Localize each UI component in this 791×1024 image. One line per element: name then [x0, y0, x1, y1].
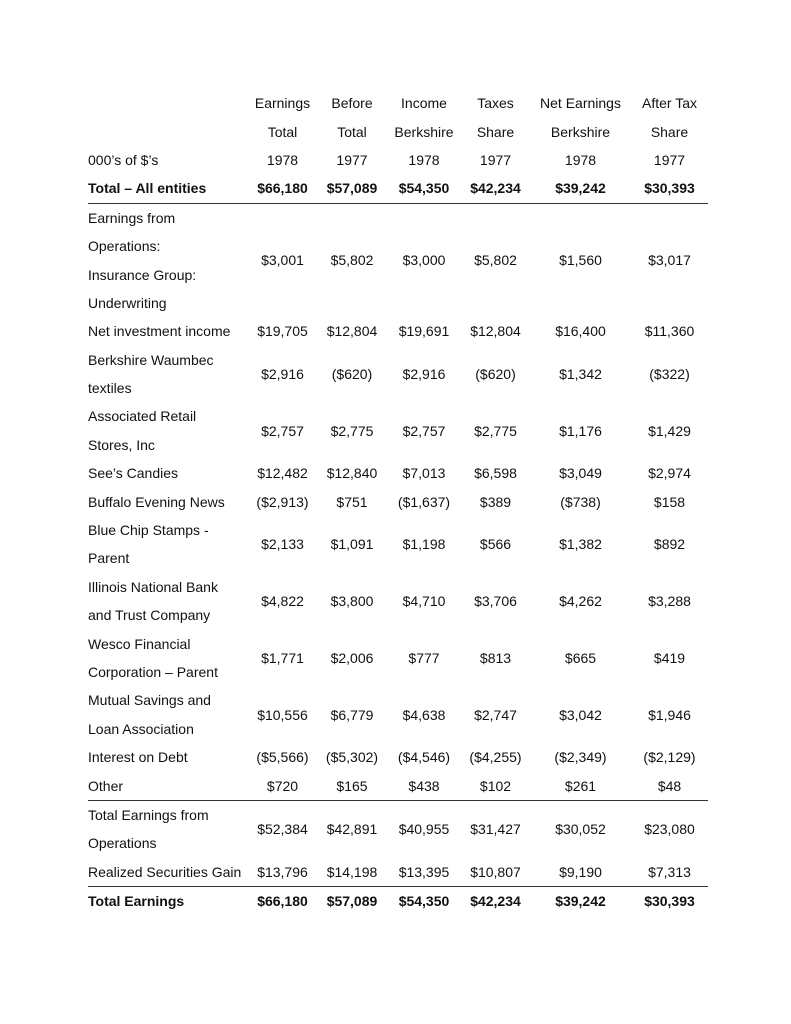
- row-label: Wesco Financial: [88, 635, 191, 652]
- value-cell: $419: [653, 649, 686, 666]
- table-row-line-1: [88, 686, 708, 714]
- value-cell: $52,384: [248, 800, 317, 857]
- year-cell: 1978: [266, 151, 299, 168]
- value-cell: $2,916: [261, 365, 304, 382]
- value-cell: ($2,129): [643, 749, 696, 766]
- row-label: Mutual Savings and: [88, 692, 211, 709]
- value-cell: $19,705: [257, 323, 308, 340]
- header-row-years: [88, 146, 708, 174]
- total-all-entities-label: Total – All entities: [88, 180, 207, 197]
- year-cell: 1977: [336, 151, 368, 168]
- header-cell: Total: [267, 123, 298, 140]
- table-row: [88, 743, 708, 771]
- header-blank-2: [88, 117, 248, 145]
- year-cell: 1978: [408, 151, 440, 168]
- value-cell: $261: [564, 777, 597, 794]
- header-cell: Taxes: [477, 95, 514, 112]
- header-cell: Before: [331, 95, 373, 112]
- value-cell: $1,946: [648, 706, 691, 723]
- value-cell: $9,190: [559, 863, 602, 880]
- value-cell: ($738): [560, 493, 601, 510]
- table-row-line-1: [88, 629, 708, 657]
- total-all-entities-value: $39,242: [555, 180, 606, 197]
- row-label: Parent: [88, 550, 130, 567]
- value-cell: $10,807: [470, 863, 521, 880]
- value-cell: $2,775: [330, 422, 374, 439]
- value-cell: $4,262: [559, 593, 602, 610]
- table-row-line-1: [88, 346, 708, 374]
- value-cell: $2,006: [330, 649, 374, 666]
- row-label: Insurance Group:: [88, 266, 197, 283]
- value-cell: $14,198: [326, 863, 378, 880]
- value-cell: $1,176: [559, 422, 602, 439]
- unit-label: 000’s of $’s: [88, 151, 159, 168]
- value-cell: $892: [653, 536, 686, 553]
- header-row-2: [88, 117, 708, 145]
- value-cell: $12,482: [257, 465, 308, 482]
- header-cell: Share: [650, 123, 689, 140]
- header-cell: Net Earnings: [540, 95, 621, 112]
- row-label: Operations: [88, 835, 157, 852]
- value-cell: $23,080: [631, 800, 708, 857]
- table-row: [88, 487, 708, 515]
- value-cell: ($2,349): [554, 749, 607, 766]
- value-cell: $4,710: [402, 593, 446, 610]
- value-cell: $7,313: [648, 863, 691, 880]
- row-label: and Trust Company: [88, 607, 211, 624]
- header-cell: Share: [476, 123, 515, 140]
- row-label: Earnings from: [88, 203, 248, 232]
- value-cell: $5,802: [317, 203, 387, 317]
- row-label: Corporation – Parent: [88, 664, 218, 680]
- header-row-1: [88, 89, 708, 117]
- value-cell: $4,822: [261, 593, 304, 610]
- value-cell: $566: [479, 536, 512, 553]
- table-row-line-1: [88, 402, 708, 430]
- value-cell: $6,779: [330, 706, 374, 723]
- row-label: Associated Retail: [88, 408, 197, 425]
- realized-securities-gain-row: [88, 858, 708, 887]
- row-label: Realized Securities Gain: [88, 863, 242, 880]
- value-cell: $1,198: [402, 536, 446, 553]
- value-cell: $665: [564, 649, 597, 666]
- value-cell: $3,800: [330, 593, 374, 610]
- row-label: Illinois National Bank: [88, 578, 218, 595]
- value-cell: $720: [266, 777, 299, 794]
- value-cell: $2,757: [402, 422, 446, 439]
- total-all-entities-value: $57,089: [326, 180, 378, 197]
- value-cell: $389: [479, 493, 512, 510]
- value-cell: $16,400: [555, 323, 606, 340]
- table-row: [88, 317, 708, 345]
- row-label: textiles: [88, 380, 132, 397]
- table-row: [88, 771, 708, 800]
- header-cell: Total: [337, 123, 367, 140]
- value-cell: $3,288: [648, 593, 691, 610]
- value-cell: $42,891: [317, 800, 387, 857]
- value-cell: $165: [336, 777, 368, 794]
- value-cell: $13,796: [257, 863, 308, 880]
- table-row: [88, 459, 708, 487]
- value-cell: $3,001: [248, 203, 317, 317]
- value-cell: ($5,566): [256, 749, 309, 766]
- row-label: Stores, Inc: [88, 436, 155, 453]
- total-all-entities-value: $30,393: [644, 180, 695, 197]
- year-cell: 1978: [564, 151, 597, 168]
- total-earnings-operations-row-line-1: [88, 800, 708, 829]
- value-cell: $54,350: [387, 886, 461, 915]
- value-cell: $438: [408, 777, 440, 794]
- value-cell: $1,771: [261, 649, 304, 666]
- earnings-table: [88, 89, 708, 915]
- header-blank-1: [88, 89, 248, 117]
- row-label: Operations:: [88, 238, 161, 255]
- value-cell: ($620): [331, 365, 373, 382]
- value-cell: $777: [408, 649, 440, 666]
- total-all-entities-row: [88, 174, 708, 203]
- row-label: Net investment income: [88, 323, 231, 340]
- value-cell: ($4,546): [397, 749, 451, 766]
- row-label: Buffalo Evening News: [88, 493, 225, 510]
- earnings-table-body: [88, 89, 708, 915]
- value-cell: $3,706: [474, 593, 517, 610]
- value-cell: $10,556: [257, 706, 308, 723]
- value-cell: $19,691: [398, 323, 450, 340]
- value-cell: ($2,913): [256, 493, 309, 510]
- value-cell: $12,804: [326, 323, 378, 340]
- value-cell: $3,017: [631, 203, 708, 317]
- value-cell: $2,747: [474, 706, 517, 723]
- value-cell: $158: [653, 493, 686, 510]
- value-cell: ($322): [649, 365, 690, 382]
- total-all-entities-value: $42,234: [470, 180, 521, 197]
- total-all-entities-value: $54,350: [398, 180, 450, 197]
- value-cell: $66,180: [248, 886, 317, 915]
- row-label: Total Earnings from: [88, 800, 248, 829]
- value-cell: $5,802: [461, 203, 530, 317]
- value-cell: $39,242: [530, 886, 631, 915]
- value-cell: $751: [336, 493, 368, 510]
- value-cell: $2,757: [261, 422, 304, 439]
- value-cell: $13,395: [398, 863, 450, 880]
- value-cell: $4,638: [402, 706, 446, 723]
- year-cell: 1977: [653, 151, 686, 168]
- value-cell: $30,052: [530, 800, 631, 857]
- table-row-line-1: [88, 203, 708, 232]
- value-cell: ($1,637): [397, 493, 451, 510]
- value-cell: $2,974: [648, 465, 691, 482]
- row-label: Interest on Debt: [88, 749, 188, 766]
- row-label: See’s Candies: [88, 465, 179, 482]
- header-cell: Earnings: [254, 95, 311, 112]
- total-earnings-row: [88, 886, 708, 915]
- value-cell: $1,560: [530, 203, 631, 317]
- value-cell: $57,089: [317, 886, 387, 915]
- row-label: Berkshire Waumbec: [88, 351, 214, 368]
- value-cell: $102: [479, 777, 512, 794]
- value-cell: $12,840: [326, 465, 378, 482]
- value-cell: $11,360: [644, 323, 695, 340]
- header-cell: Berkshire: [550, 123, 611, 140]
- table-row-line-1: [88, 516, 708, 544]
- value-cell: $3,049: [559, 465, 602, 482]
- value-cell: $6,598: [474, 465, 517, 482]
- value-cell: ($5,302): [325, 749, 379, 766]
- row-label: Loan Association: [88, 720, 194, 737]
- value-cell: $2,133: [261, 536, 304, 553]
- value-cell: $813: [479, 649, 512, 666]
- row-label: Other: [88, 777, 124, 794]
- value-cell: $30,393: [631, 886, 708, 915]
- value-cell: $31,427: [461, 800, 530, 857]
- value-cell: $3,000: [387, 203, 461, 317]
- header-cell: Berkshire: [394, 123, 454, 140]
- table-row-line-1: [88, 573, 708, 601]
- value-cell: $1,429: [648, 422, 691, 439]
- row-label: Blue Chip Stamps -: [88, 522, 209, 539]
- value-cell: ($620): [475, 365, 516, 382]
- row-label: Total Earnings: [88, 886, 248, 915]
- value-cell: $2,916: [402, 365, 446, 382]
- value-cell: $42,234: [461, 886, 530, 915]
- value-cell: $7,013: [402, 465, 446, 482]
- value-cell: $1,382: [559, 536, 602, 553]
- year-cell: 1977: [479, 151, 512, 168]
- value-cell: ($4,255): [469, 749, 522, 766]
- total-all-entities-value: $66,180: [257, 180, 308, 197]
- row-label: Underwriting: [88, 294, 167, 311]
- value-cell: $1,091: [330, 536, 374, 553]
- header-cell: After Tax: [642, 95, 697, 112]
- value-cell: $48: [657, 777, 682, 794]
- value-cell: $3,042: [559, 706, 602, 723]
- header-cell: Income: [401, 95, 447, 112]
- value-cell: $40,955: [387, 800, 461, 857]
- value-cell: $1,342: [559, 365, 602, 382]
- value-cell: $2,775: [474, 422, 517, 439]
- value-cell: $12,804: [470, 323, 521, 340]
